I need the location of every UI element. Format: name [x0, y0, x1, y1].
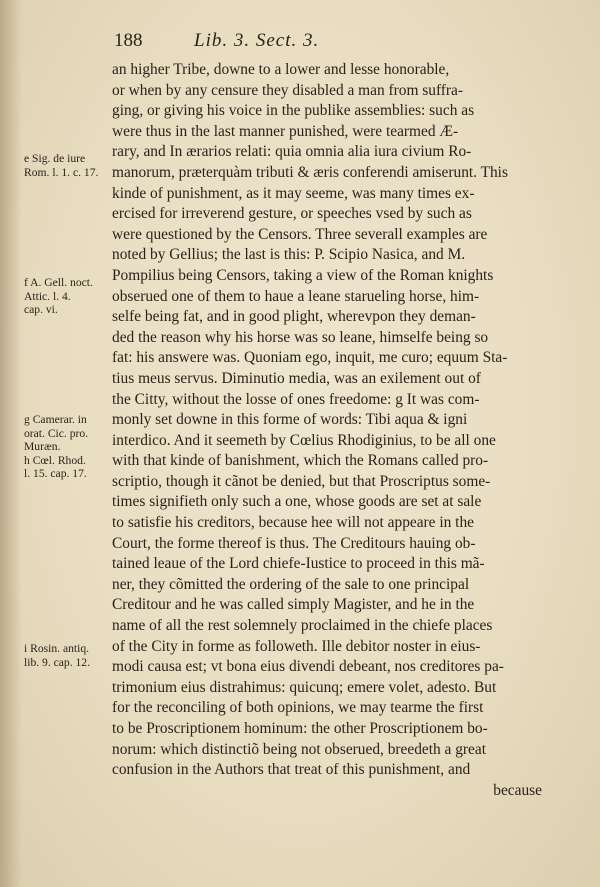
margin-note-line: i Rosin. antiq.: [24, 642, 90, 655]
running-title: Lib. 3. Sect. 3.: [194, 30, 320, 51]
margin-note-line: f A. Gell. noct.: [24, 276, 93, 289]
text-line: for the reconciling of both opinions, we may tearme the first: [112, 699, 484, 717]
text-line: selfe being fat, and in good plight, wherevpon they deman-: [112, 308, 476, 326]
text-line: ging, or giving his voice in the publike assemblies: such as: [112, 102, 475, 120]
margin-note-line: l. 15. cap. 17.: [24, 467, 87, 480]
margin-note-line: e Sig. de iure: [24, 152, 86, 165]
text-line: rary, and In ærarios relati: quia omnia alia iura civium Ro-: [112, 143, 472, 161]
text-line: monly set downe in this forme of words: Tibi aqua & igni: [112, 411, 468, 429]
catchword: because: [493, 781, 542, 799]
text-line: to satisfie his creditors, because hee will not appeare in the: [112, 514, 474, 532]
margin-note-line: Attic. l. 4.: [24, 289, 71, 303]
text-line: Pompilius being Censors, taking a view of the Roman knights: [112, 266, 494, 284]
text-line: ner, they cõmitted the ordering of the sale to one principal: [112, 575, 470, 593]
text-line: an higher Tribe, downe to a lower and lesse honorable,: [112, 61, 450, 78]
text-line: interdico. And it seemeth by Cœlius Rhodiginius, to be all one: [112, 431, 496, 449]
margin-note-line: Rom. l. 1. c. 17.: [24, 165, 99, 179]
page-header: [114, 30, 454, 56]
text-line: Court, the forme thereof is thus. The Creditours hauing ob-: [112, 534, 476, 552]
text-line: of the City in forme as followeth. Ille debitor noster in eius-: [112, 637, 481, 655]
margin-note-line: g Camerar. in: [24, 413, 87, 426]
text-line: were questioned by the Censors. Three severall examples are: [112, 225, 488, 243]
margin-note-line: orat. Cic. pro.: [24, 426, 89, 440]
text-line: tained leaue of the Lord chiefe-Iustice to proceed in this mã-: [112, 555, 485, 573]
text-line: or when by any censure they disabled a man from suffra-: [112, 81, 464, 99]
text-line: ercised for irreverend gesture, or speeches vsed by such as: [112, 205, 472, 223]
page-number: 188: [114, 30, 143, 51]
text-line: confusion in the Authors that treat of this punishment, and: [112, 761, 471, 779]
margin-note-line: Muræn.: [24, 440, 61, 453]
text-line: noted by Gellius; the last is this: P. Scipio Nasica, and M.: [112, 246, 466, 264]
margin-note-line: h Cœl. Rhod.: [24, 453, 86, 467]
text-line: name of all the rest solemnely proclaimed in the chiefe places: [112, 617, 493, 635]
margin-note-g-h: [24, 413, 120, 481]
text-line: times signifieth only such a one, whose goods are set at sale: [112, 493, 482, 511]
text-line: scriptio, though it cãnot be denied, but that Proscriptus some-: [112, 472, 491, 490]
text-line: to be Proscriptionem hominum: the other Proscriptionem bo-: [112, 720, 488, 737]
margin-note-i: [24, 642, 120, 669]
gutter-shadow: [0, 0, 22, 887]
text-line: kinde of punishment, as it may seeme, was many times ex-: [112, 184, 475, 202]
margin-note-e: [24, 152, 120, 179]
text-line: trimonium eius distrahimus: quicunq; emere volet, adesto. But: [112, 678, 497, 696]
body-text: [112, 60, 570, 801]
text-line: were thus in the last manner punished, were tearmed Æ-: [112, 122, 459, 140]
text-line: Creditour and he was called simply Magister, and he in the: [112, 596, 475, 614]
text-line: obserued one of them to haue a leane starueling horse, him-: [112, 287, 480, 305]
margin-note-line: lib. 9. cap. 12.: [24, 655, 91, 669]
margin-note-line: cap. vi.: [24, 303, 58, 316]
text-line: with that kinde of banishment, which the Romans called pro-: [112, 452, 489, 470]
text-line: fat: his answere was. Quoniam ego, inquit, me curo; equum Sta-: [112, 349, 508, 367]
text-line: tius meus servus. Diminutio media, was an exilement out of: [112, 369, 481, 387]
text-line: the Citty, without the losse of ones freedome: g It was com-: [112, 390, 480, 408]
text-line: modi causa est; vt bona eius divendi debeant, nos creditores pa-: [112, 658, 504, 676]
text-line: norum: which distinctiõ being not obserued, breedeth a great: [112, 740, 486, 758]
text-line: manorum, præterquàm tributi & æris conferendi amiserunt. This: [112, 163, 508, 181]
margin-note-f: [24, 276, 120, 317]
text-line: ded the reason why his horse was so leane, himselfe being so: [112, 328, 489, 346]
